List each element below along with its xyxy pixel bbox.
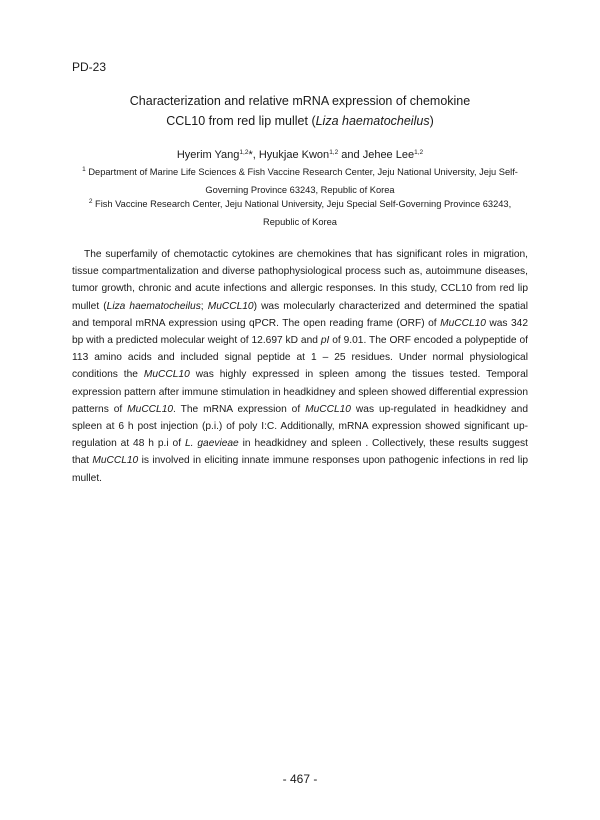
author-name: Hyerim Yang <box>176 149 240 161</box>
author-name: Hyukjae Kwon <box>258 149 330 161</box>
abstract-text: The superfamily of chemotactic cytokines are chemokines that has significant roles in migration, tissue compartmentalization and diverse pathophysiological process such as, autoimmune diseases, tumor growth, chronic and acute infections and allergic responses. In this study, CCL10 from red lip mullet ( <box>72 249 528 312</box>
title-line-1: Characterization and relative mRNA expression of chemokine <box>129 94 471 108</box>
gene-name: MuCCL10 <box>305 403 351 415</box>
gene-name: MuCCL10 <box>92 455 139 467</box>
pi-symbol: pI <box>320 335 330 347</box>
abstract-code: PD-23 <box>72 60 107 74</box>
author-separator: and <box>338 149 363 161</box>
gene-name: MuCCL10 <box>143 369 190 381</box>
title-line-2 <box>60 111 540 131</box>
abstract-text: ) was molecularly characterized and determined the spatial and temporal mRNA expression using qPCR. The open reading frame (ORF) of <box>72 300 528 329</box>
paper-title <box>60 91 540 131</box>
title-text-end: ) <box>429 114 434 128</box>
title-species: Liza haematocheilus <box>315 114 430 128</box>
affiliation-1 <box>72 163 528 199</box>
abstract-text: in headkidney and spleen . Collectively, these results suggest that <box>72 438 528 467</box>
affiliation-number: 2 <box>88 198 93 205</box>
author-affiliation-mark: 1,2 <box>414 149 424 156</box>
abstract-text: of 9.01. The ORF encoded a polypeptide of 113 amino acids and included signal peptide at 1 – 25 residues. Under normal physiological conditions the <box>72 335 528 381</box>
corresponding-mark: *, <box>248 149 259 161</box>
author-affiliation-mark: 1,2 <box>329 149 339 156</box>
species-name: L. gaevieae <box>184 438 239 450</box>
abstract-text: is involved in eliciting innate immune responses upon pathogenic infections in red lip mullet. <box>72 455 528 484</box>
abstract-text: ; <box>200 300 208 312</box>
abstract-text: . The mRNA expression of <box>173 403 306 415</box>
gene-name: MuCCL10 <box>127 403 174 415</box>
abstract-text: was highly expressed in spleen among the tissues tested. Temporal expression pattern after immune stimulation in headkidney and spleen showed differential expression patterns of <box>72 369 528 415</box>
page-number: - 467 - <box>282 772 318 786</box>
author-affiliation-mark: 1,2 <box>239 149 249 156</box>
gene-name: MuCCL10 <box>207 300 254 312</box>
species-name: Liza haematocheilus <box>106 300 201 312</box>
affiliation-text: Department of Marine Life Sciences & Fish Vaccine Research Center, Jeju National University, Jeju Self-Governing Province 63243, Republic of Korea <box>85 167 518 195</box>
title-text: CCL10 from red lip mullet ( <box>166 114 316 128</box>
abstract-text: was up-regulated in headkidney and spleen at 6 h post injection (p.i.) of poly I:C. Additionally, mRNA expression showed significant up-regulation at 48 h p.i of <box>72 403 528 450</box>
abstract-text: was 342 bp with a predicted molecular weight of 12.697 kD and <box>72 317 528 347</box>
author-list <box>60 147 540 163</box>
author-name: Jehee Lee <box>362 149 415 161</box>
abstract-body <box>72 246 528 487</box>
affiliation-number: 1 <box>82 166 86 173</box>
affiliation-text: Fish Vaccine Research Center, Jeju National University, Jeju Special Self-Governing Province 63243, Republic of Korea <box>92 199 512 227</box>
gene-name: MuCCL10 <box>440 317 486 329</box>
affiliation-2 <box>72 195 528 231</box>
